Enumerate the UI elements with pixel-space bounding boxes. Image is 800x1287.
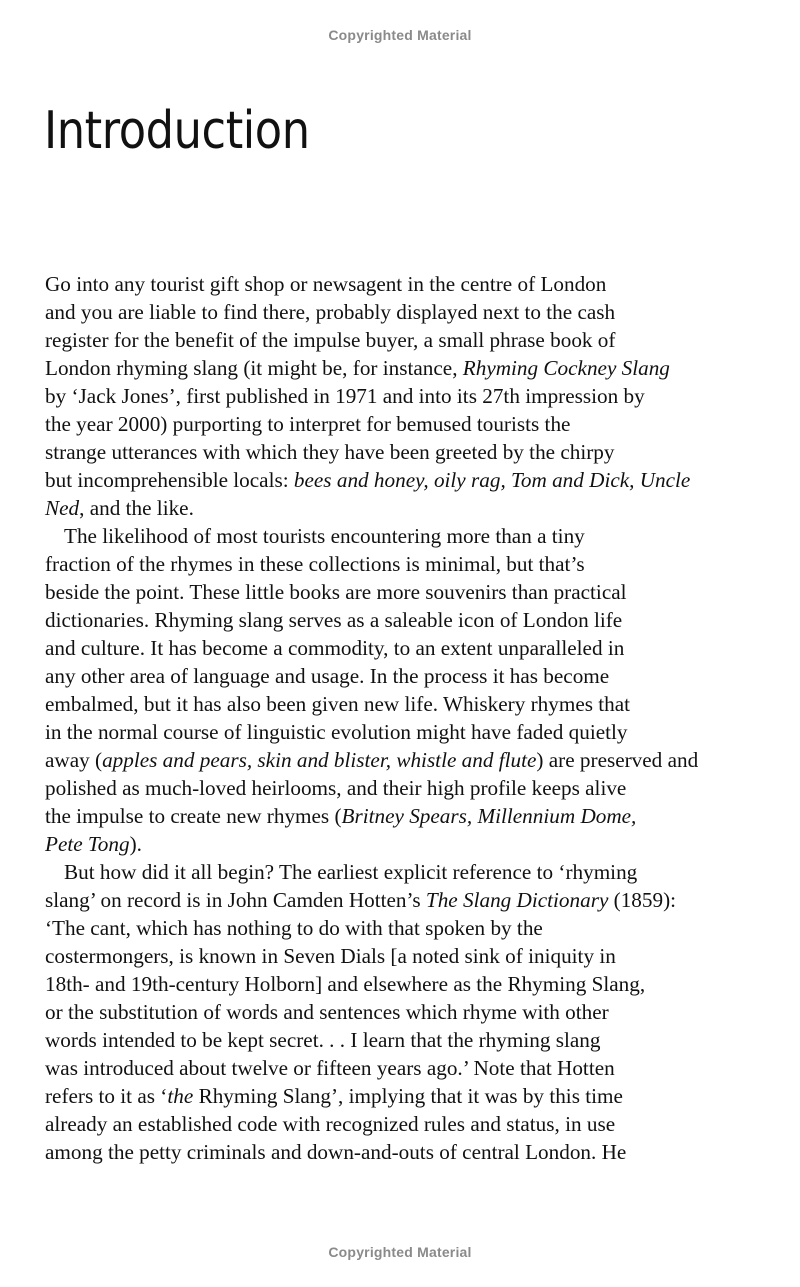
italic-text: Ned xyxy=(45,496,80,520)
text-run: ) are preserved and xyxy=(536,748,699,772)
text-line xyxy=(45,1110,757,1138)
text-line xyxy=(45,970,757,998)
text-line xyxy=(45,914,757,942)
text-run: fraction of the rhymes in these collections is minimal, but that’s xyxy=(45,552,585,576)
text-line xyxy=(45,998,757,1026)
text-run: embalmed, but it has also been given new life. Whiskery rhymes that xyxy=(45,692,631,716)
text-line xyxy=(45,830,757,858)
text-line xyxy=(45,1026,757,1054)
copyright-watermark-bottom: Copyrighted Material xyxy=(328,1244,472,1260)
text-line xyxy=(45,662,757,690)
text-line xyxy=(45,382,757,410)
text-line xyxy=(45,802,757,830)
italic-text: Britney Spears, Millennium Dome, xyxy=(341,804,637,828)
text-run: strange utterances with which they have been greeted by the chirpy xyxy=(45,440,615,464)
text-run: , and the like. xyxy=(79,496,194,520)
text-run: the year 2000) purporting to interpret for bemused tourists the xyxy=(45,412,571,436)
text-run: (1859): xyxy=(608,888,677,912)
italic-text: apples and pears, skin and blister, whistle and flute xyxy=(102,748,537,772)
text-run: but incomprehensible locals: xyxy=(45,468,294,492)
chapter-title: Introduction xyxy=(44,101,310,161)
text-run: or the substitution of words and sentences which rhyme with other xyxy=(45,1000,609,1024)
text-line xyxy=(45,634,757,662)
text-line xyxy=(45,550,757,578)
text-run: away ( xyxy=(45,748,103,772)
text-line xyxy=(45,858,757,886)
text-line xyxy=(45,690,757,718)
text-run: and culture. It has become a commodity, to an extent unparalleled in xyxy=(45,636,625,660)
text-line xyxy=(45,466,757,494)
text-run: The likelihood of most tourists encountering more than a tiny xyxy=(64,524,585,548)
text-line xyxy=(45,578,757,606)
text-line xyxy=(45,886,757,914)
text-line xyxy=(45,326,757,354)
text-line xyxy=(45,270,757,298)
text-run: London rhyming slang (it might be, for instance, xyxy=(45,356,463,380)
text-run: any other area of language and usage. In the process it has become xyxy=(45,664,610,688)
italic-text: bees and honey, oily rag, Tom and Dick, Uncle xyxy=(293,468,691,492)
text-run: ‘The cant, which has nothing to do with that spoken by the xyxy=(45,916,543,940)
text-run: and you are liable to find there, probably displayed next to the cash xyxy=(45,300,616,324)
italic-text: Rhyming Cockney Slang xyxy=(462,356,670,380)
text-line xyxy=(45,354,757,382)
text-run: beside the point. These little books are more souvenirs than practical xyxy=(45,580,627,604)
text-line xyxy=(45,438,757,466)
text-run: ). xyxy=(129,832,142,856)
text-line xyxy=(45,942,757,970)
text-run: words intended to be kept secret. . . I learn that the rhyming slang xyxy=(45,1028,601,1052)
text-line xyxy=(45,494,757,522)
text-line xyxy=(45,410,757,438)
text-run: But how did it all begin? The earliest explicit reference to ‘rhyming xyxy=(64,860,638,884)
italic-text: the xyxy=(167,1084,194,1108)
text-line xyxy=(45,1138,757,1166)
text-run: already an established code with recognized rules and status, in use xyxy=(45,1112,616,1136)
text-run: 18th- and 19th-century Holborn] and elsewhere as the Rhyming Slang, xyxy=(45,972,646,996)
copyright-watermark-top: Copyrighted Material xyxy=(328,27,472,43)
text-line xyxy=(45,1082,757,1110)
italic-text: The Slang Dictionary xyxy=(425,888,609,912)
text-run: polished as much-loved heirlooms, and their high profile keeps alive xyxy=(45,776,627,800)
text-line xyxy=(45,606,757,634)
text-run: Go into any tourist gift shop or newsagent in the centre of London xyxy=(45,272,607,296)
text-line xyxy=(45,298,757,326)
text-line xyxy=(45,774,757,802)
text-line xyxy=(45,718,757,746)
text-run: refers to it as ‘ xyxy=(45,1084,168,1108)
text-run: by ‘Jack Jones’, first published in 1971 and into its 27th impression by xyxy=(45,384,645,408)
body-text xyxy=(45,270,757,1166)
text-run: slang’ on record is in John Camden Hotten’s xyxy=(45,888,426,912)
text-run: register for the benefit of the impulse buyer, a small phrase book of xyxy=(45,328,616,352)
text-run: the impulse to create new rhymes ( xyxy=(45,804,342,828)
text-line xyxy=(45,746,757,774)
text-run: costermongers, is known in Seven Dials [a noted sink of iniquity in xyxy=(45,944,616,968)
text-line xyxy=(45,1054,757,1082)
italic-text: Pete Tong xyxy=(45,832,130,856)
text-run: dictionaries. Rhyming slang serves as a saleable icon of London life xyxy=(45,608,623,632)
text-run: was introduced about twelve or fifteen years ago.’ Note that Hotten xyxy=(45,1056,615,1080)
text-run: in the normal course of linguistic evolution might have faded quietly xyxy=(45,720,628,744)
text-line xyxy=(45,522,757,550)
text-run: among the petty criminals and down-and-outs of central London. He xyxy=(45,1140,627,1164)
text-run: Rhyming Slang’, implying that it was by this time xyxy=(193,1084,623,1108)
